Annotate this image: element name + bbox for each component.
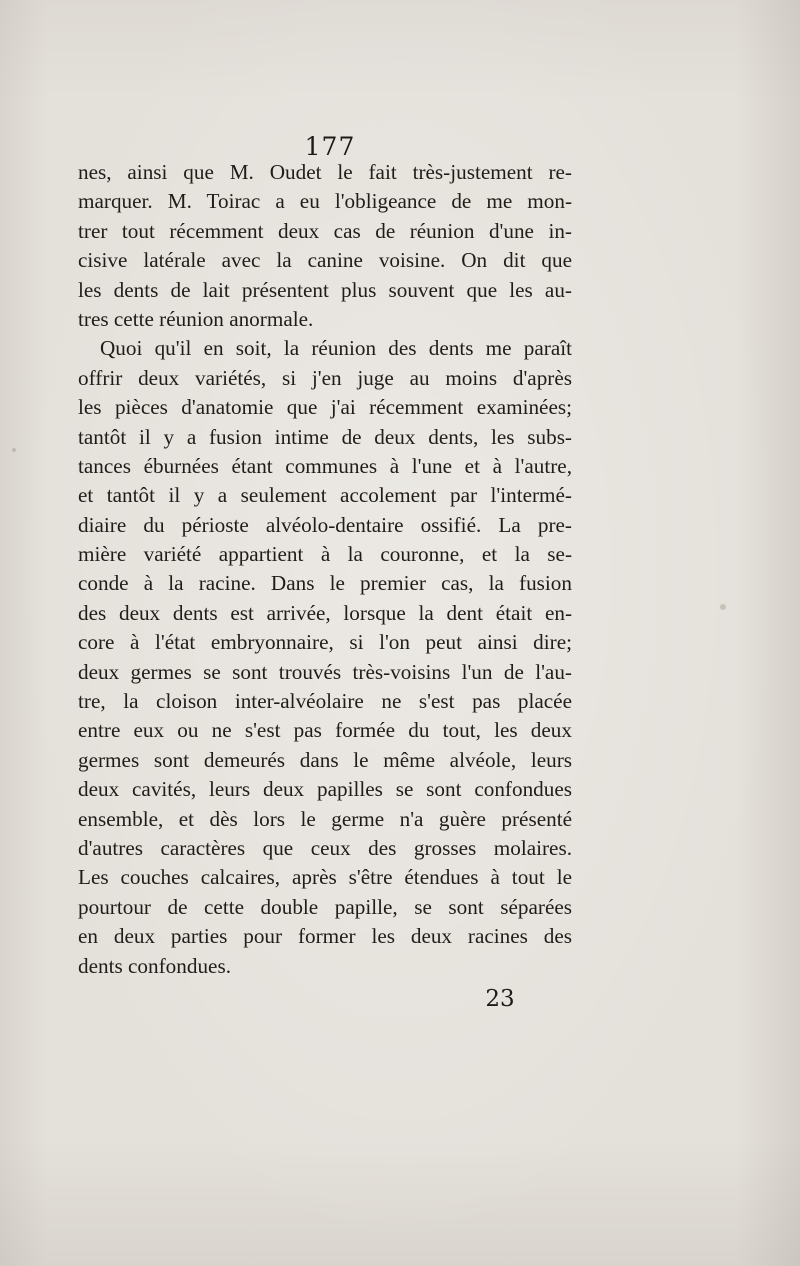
body-text (78, 158, 572, 981)
text-line: germes sont demeurés dans le même alvéole, leurs (78, 747, 572, 772)
text-line: Quoi qu'il en soit, la réunion des dents me paraît (100, 336, 572, 361)
text-line: en deux parties pour former les deux racines des (78, 924, 572, 949)
text-line: et tantôt il y a seulement accolement par l'intermé- (78, 483, 572, 508)
text-line: les dents de lait présentent plus souvent que les au- (78, 277, 572, 302)
text-line: tances éburnées étant communes à l'une et à l'autre, (78, 453, 572, 478)
text-line: dents confondues. (78, 953, 231, 978)
ink-speck (720, 604, 726, 610)
ink-speck (12, 448, 16, 452)
text-line: ensemble, et dès lors le germe n'a guère présenté (78, 806, 572, 831)
text-line: mière variété appartient à la couronne, et la se- (78, 542, 572, 567)
page-number: 177 (304, 132, 356, 161)
text-line: nes, ainsi que M. Oudet le fait très-justement re- (78, 160, 572, 184)
text-line: tre, la cloison inter-alvéolaire ne s'est pas placée (78, 689, 572, 714)
text-line: deux germes se sont trouvés très-voisins l'un de l'au- (78, 659, 572, 684)
text-line: offrir deux variétés, si j'en juge au moins d'après (78, 365, 572, 390)
text-line: deux cavités, leurs deux papilles se sont confondues (78, 777, 572, 802)
text-line: tres cette réunion anormale. (78, 306, 314, 331)
text-line: core à l'état embryonnaire, si l'on peut ainsi dire; (78, 630, 572, 655)
text-line: conde à la racine. Dans le premier cas, la fusion (78, 571, 572, 596)
text-line: d'autres caractères que ceux des grosses molaires. (78, 835, 572, 860)
paragraph-2 (78, 334, 572, 981)
text-line: trer tout récemment deux cas de réunion d'une in- (78, 218, 572, 243)
text-line: pourtour de cette double papille, se sont séparées (78, 894, 572, 919)
text-line: diaire du périoste alvéolo-dentaire ossifié. La pre- (78, 512, 572, 537)
text-line: les pièces d'anatomie que j'ai récemment examinées; (78, 395, 572, 420)
text-line: Les couches calcaires, après s'être étendues à tout le (78, 865, 572, 890)
text-line: des deux dents est arrivée, lorsque la dent était en- (78, 600, 572, 625)
paragraph-1 (78, 158, 572, 334)
text-line: tantôt il y a fusion intime de deux dents, les subs- (78, 424, 572, 449)
text-line: marquer. M. Toirac a eu l'obligeance de me mon- (78, 189, 572, 214)
signature-mark: 23 (485, 986, 515, 1012)
text-line: entre eux ou ne s'est pas formée du tout, les deux (78, 718, 572, 743)
text-line: cisive latérale avec la canine voisine. On dit que (78, 248, 572, 273)
